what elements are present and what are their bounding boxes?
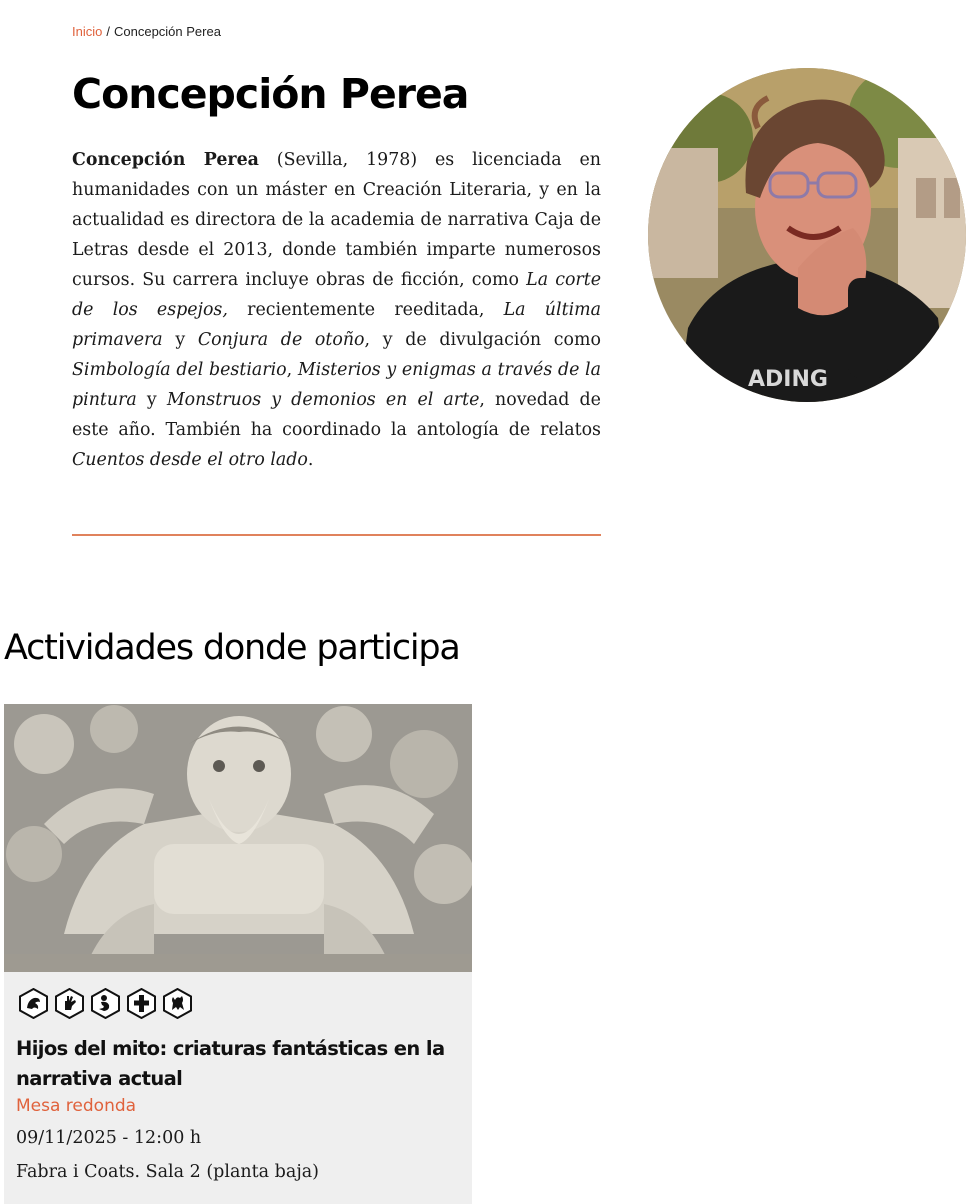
bio-text: y xyxy=(162,330,198,350)
bio-text: y xyxy=(136,390,167,410)
bio-text: . xyxy=(307,450,314,470)
book-title: Monstruos y demonios en el arte xyxy=(166,390,480,410)
hand-icon[interactable] xyxy=(54,988,85,1019)
breadcrumb-home-link[interactable]: Inicio xyxy=(72,24,103,39)
bio-text: recientemente reeditada, xyxy=(227,300,504,320)
breadcrumb-separator: / xyxy=(106,24,110,39)
bio-text: , xyxy=(286,360,298,380)
activities-heading: Actividades donde participa xyxy=(4,628,460,668)
breadcrumb xyxy=(72,24,221,39)
activity-venue: Fabra i Coats. Sala 2 (planta baja) xyxy=(16,1162,320,1182)
activity-card[interactable] xyxy=(4,704,472,1204)
book-title: Cuentos desde el otro lado xyxy=(72,450,308,470)
book-title: Simbología del bestiario xyxy=(72,360,287,380)
activity-title[interactable]: Hijos del mito: criaturas fantásticas en la narrativa actual xyxy=(16,1037,445,1090)
bio-text: (Sevilla, 1978) es licenciada en humanidades con un máster en Creación Literaria, y en la actualidad es directora de la academia de narrativa Caja de Letras desde el 2013, donde también imparte numerosos cursos. Su carrera incluye obras de ficción, como xyxy=(72,150,601,290)
bio-text: , y de divulgación como xyxy=(364,330,601,350)
cross-icon[interactable] xyxy=(126,988,157,1019)
activity-image xyxy=(4,704,472,972)
author-photo xyxy=(648,68,966,402)
activity-tag-icons xyxy=(18,988,193,1018)
svg-text:ADING: ADING xyxy=(748,367,828,392)
dragon-icon[interactable] xyxy=(18,988,49,1019)
activity-datetime: 09/11/2025 - 12:00 h xyxy=(16,1128,202,1148)
bio-text: , novedad de este año. También ha coordinado la antología de relatos xyxy=(72,390,601,440)
mermaid-icon[interactable] xyxy=(90,988,121,1019)
author-bio xyxy=(72,145,601,475)
book-title: La última primavera xyxy=(72,300,601,350)
section-divider xyxy=(72,534,601,536)
bio-author-name: Concepción Perea xyxy=(72,150,259,170)
breadcrumb-current: Concepción Perea xyxy=(113,24,221,39)
page-title: Concepción Perea xyxy=(72,70,469,118)
book-title: Misterios y enigmas a través de la pintura xyxy=(72,360,601,410)
book-title: Conjura de otoño xyxy=(197,330,365,350)
creature-icon[interactable] xyxy=(162,988,193,1019)
book-title: La corte de los espejos, xyxy=(72,270,602,320)
activity-type: Mesa redonda xyxy=(16,1096,137,1116)
